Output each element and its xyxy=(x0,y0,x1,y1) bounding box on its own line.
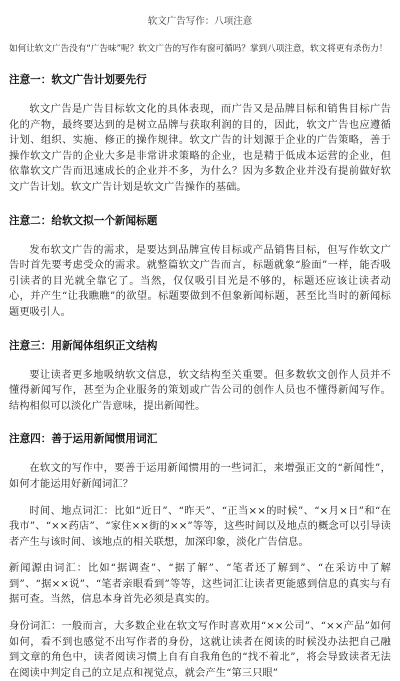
document-title: 软文广告写作：八项注意 xyxy=(147,16,253,27)
section-3 xyxy=(9,340,391,415)
section-paragraph: 时间、地点词汇：比如“近日”、“昨天”、“正当××的时候”、“×月×日”和“在我市”、“××药店”、“家住××街的××”等等，这些时间以及地点的概念可以引导读者产生与该时间、该地点的相关联想，加深印象，淡化广告信息。 xyxy=(9,505,391,548)
document-intro: 如何让软文广告没有“广告味”呢？软文广告的写作有窗可循吗？掌到八项注意，软文将更有杀伤力！ xyxy=(9,44,388,54)
section-1 xyxy=(9,74,391,196)
section-paragraph: 软文广告是广告目标软文化的具体表现，而广告又是品牌目标和销售目标广告化的产物，最终要达到的是树立品牌与获取利润的目的，因此，软文广告也应遵循计划、组织、实施、修正的操作规律。软文广告的计划源于企业的广告策略，善于操作软文广告的企业大多是非常讲求策略的企业，也是精于低成本运营的企业，但依靠软文广告而迅速成长的企业并不多，为什么？因为多数企业并没有提前做好软文广告计划。软文广告计划是软文广告操作的基础。 xyxy=(9,104,391,193)
section-paragraph: 新闻源由词汇：比如“据调查”、“据了解”、“笔者还了解到”、“在采访中了解到”、“据××说”、“笔者亲眼看到”等等，这些词汇让读者更能感到信息的真实与有据可查。当然，信息本身首先必须是真实的。 xyxy=(9,563,391,606)
section-4 xyxy=(9,433,391,681)
section-heading: 注意三：用新闻体组织正文结构 xyxy=(9,339,158,352)
section-2 xyxy=(9,215,391,321)
section-paragraph: 要让读者更多地吸纳软文信息，软文结构至关重要。但多数软文创作人员并不懂得新闻写作，甚至为企业服务的策划或广告公司的创作人员也不懂得新闻写作。结构相似可以淡化广告意味，提出新闻性。 xyxy=(9,369,391,412)
section-paragraph: 身份词汇：一般而言，大多数企业在软文写作时喜欢用“××公司”、“××产品”如何如何，看不到也感觉不出写作者的身份，这就让读者在阅读的时候没办法把自己融到文章的角色中，读者阅读习惯上自有自我角色的“找不着北”，将会导致读者无法在阅读中判定自己的立足点和视觉点，就会产生“第三只眼” xyxy=(9,621,391,679)
document-page xyxy=(0,16,400,679)
section-heading: 注意四：善于运用新闻惯用词汇 xyxy=(9,433,158,446)
section-heading: 注意一：软文广告计划要先行 xyxy=(9,74,147,86)
section-heading: 注意二：给软文拟一个新闻标题 xyxy=(9,214,158,227)
section-paragraph: 在软文的写作中，要善于运用新闻惯用的一些词汇，来增强正文的“新闻性”，如何才能运用好新闻词汇？ xyxy=(9,463,391,490)
section-paragraph: 发布软文广告的需求，是要达到品牌宣传目标或产品销售目标，但写作软文广告时首先要考虑受众的需求。就整篇软文广告而言，标题就象“脸面”一样，能否吸引读者的目光就全靠它了。当然，仅仅吸引目光是不够的，标题还应该让读者动心，并产生“让我瞧瞧”的欲望。标题要做到不但象新闻标题，甚至比当时的新闻标题更吸引人。 xyxy=(9,244,391,318)
